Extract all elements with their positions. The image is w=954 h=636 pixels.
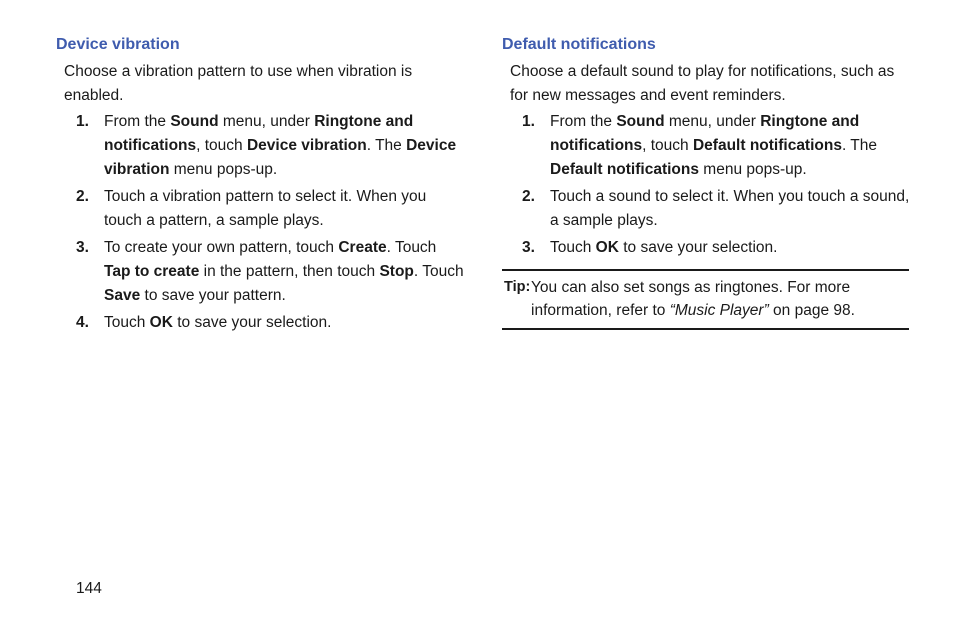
step-bold: Default notifications: [550, 161, 699, 178]
section-intro: Choose a default sound to play for notifications, such as for new messages and event reminders.: [510, 63, 895, 104]
step-text: menu, under: [218, 113, 315, 130]
step-bold: OK: [595, 239, 619, 256]
step-text: From the: [104, 113, 171, 130]
step-text: To create your own pattern, touch: [104, 239, 339, 256]
steps-list: [502, 110, 910, 260]
step-number: 1.: [76, 113, 89, 130]
step-bold: Save: [104, 287, 141, 304]
section-device-vibration: [56, 34, 466, 338]
step-bold: Ringtone and notifications: [550, 113, 860, 154]
step-bold: Stop: [379, 263, 414, 280]
section-default-notifications: [502, 34, 910, 263]
step-number: 2.: [76, 188, 89, 205]
step-text: , touch: [642, 137, 693, 154]
step-bold: Sound: [616, 113, 665, 130]
step-text: . The: [841, 137, 878, 154]
list-item: [56, 110, 466, 182]
tip-text: You can also set songs as ringtones. For more information, refer to: [531, 279, 851, 319]
list-item: [56, 185, 466, 233]
step-text: in the pattern, then touch: [199, 263, 380, 280]
section-intro: Choose a vibration pattern to use when vibration is enabled.: [64, 63, 413, 104]
step-number: 3.: [522, 239, 535, 256]
step-text: Touch: [550, 239, 596, 256]
step-text: to save your pattern.: [140, 287, 286, 304]
page-number: 144: [76, 580, 102, 597]
steps-list: [56, 110, 466, 335]
step-text: menu pops-up.: [698, 161, 807, 178]
step-text: . Touch: [386, 239, 437, 256]
cross-reference-link[interactable]: “Music Player”: [669, 302, 769, 319]
list-item: [56, 236, 466, 308]
list-item: [502, 185, 910, 233]
tip-label: Tip:: [504, 279, 531, 295]
step-bold: Device vibration: [246, 137, 367, 154]
step-text: menu, under: [664, 113, 761, 130]
step-text: Touch a sound to select it. When you touch a sound, a sample plays.: [550, 188, 910, 229]
step-text: menu pops-up.: [169, 161, 278, 178]
step-text: to save your selection.: [172, 314, 332, 331]
tip-text: on page 98.: [768, 302, 855, 319]
step-bold: Device vibration: [104, 137, 457, 178]
step-bold: Sound: [170, 113, 219, 130]
step-number: 4.: [76, 314, 89, 331]
step-text: Touch a vibration pattern to select it. When you touch a pattern, a sample plays.: [104, 188, 427, 229]
step-number: 1.: [522, 113, 535, 130]
step-text: Touch: [104, 314, 150, 331]
step-bold: Default notifications: [692, 137, 842, 154]
list-item: [502, 110, 910, 182]
tip-box: [502, 269, 909, 330]
step-text: From the: [550, 113, 617, 130]
step-bold: Create: [338, 239, 387, 256]
list-item: [502, 236, 910, 260]
step-text: , touch: [196, 137, 247, 154]
section-heading: Default notifications: [502, 36, 656, 53]
step-number: 2.: [522, 188, 535, 205]
step-text: . The: [366, 137, 407, 154]
step-bold: OK: [149, 314, 173, 331]
step-bold: Tap to create: [104, 263, 200, 280]
step-bold: Ringtone and notifications: [104, 113, 414, 154]
step-number: 3.: [76, 239, 89, 256]
section-heading: Device vibration: [56, 36, 180, 53]
step-text: . Touch: [413, 263, 464, 280]
list-item: [56, 311, 466, 335]
tip-content: [502, 276, 909, 322]
step-text: to save your selection.: [618, 239, 778, 256]
